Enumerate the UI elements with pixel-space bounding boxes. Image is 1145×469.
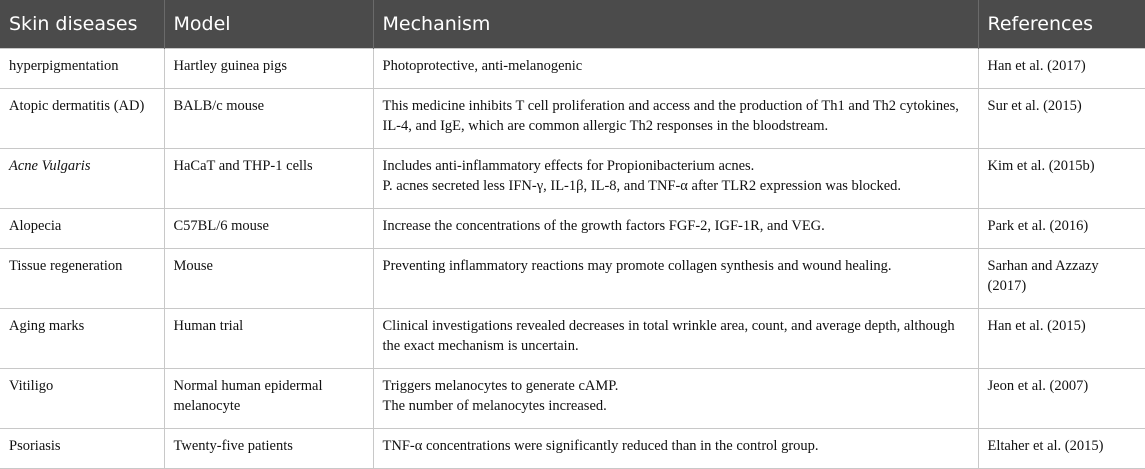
cell-mechanism (373, 208, 978, 248)
mechanism-line: P. acnes secreted less IFN-γ, IL-1β, IL-8, and TNF-α after TLR2 expression was blocked. (382, 177, 902, 194)
cell-mechanism (373, 48, 978, 88)
mechanism-line: Preventing inflammatory reactions may promote collagen synthesis and wound healing. (382, 257, 892, 274)
mechanism-line: Photoprotective, anti-melanogenic (382, 57, 583, 74)
cell-reference: Jeon et al. (2007) (978, 368, 1145, 428)
cell-mechanism (373, 428, 978, 468)
cell-reference: Han et al. (2017) (978, 48, 1145, 88)
cell-mechanism (373, 148, 978, 208)
cell-disease: hyperpigmentation (0, 48, 164, 88)
header-model: Model (164, 0, 373, 48)
cell-model: Normal human epidermal melanocyte (164, 368, 373, 428)
mechanism-line: Clinical investigations revealed decreases in total wrinkle area, count, and average depth, although the exact mechanism is uncertain. (382, 317, 955, 354)
header-mechanism: Mechanism (373, 0, 978, 48)
cell-disease: Acne Vulgaris (0, 148, 164, 208)
cell-reference: Han et al. (2015) (978, 308, 1145, 368)
mechanism-line: The number of melanocytes increased. (382, 397, 607, 414)
table-row (0, 368, 1145, 428)
cell-model: HaCaT and THP-1 cells (164, 148, 373, 208)
table-row (0, 308, 1145, 368)
cell-disease: Psoriasis (0, 428, 164, 468)
table-header (0, 0, 1145, 48)
mechanism-line: Increase the concentrations of the growth factors FGF-2, IGF-1R, and VEG. (382, 217, 825, 234)
cell-reference: Eltaher et al. (2015) (978, 428, 1145, 468)
header-row (0, 0, 1145, 48)
header-skin-diseases: Skin diseases (0, 0, 164, 48)
mechanism-line: This medicine inhibits T cell proliferation and access and the production of Th1 and Th2 cytokines, IL-4, and IgE, which are common allergic Th2 responses in the bloodstream. (382, 97, 959, 134)
cell-model: Hartley guinea pigs (164, 48, 373, 88)
cell-disease: Vitiligo (0, 368, 164, 428)
table-row (0, 428, 1145, 468)
table-row (0, 88, 1145, 148)
cell-mechanism (373, 308, 978, 368)
cell-mechanism (373, 248, 978, 308)
cell-disease: Tissue regeneration (0, 248, 164, 308)
cell-model: Human trial (164, 308, 373, 368)
table-row (0, 148, 1145, 208)
cell-model: BALB/c mouse (164, 88, 373, 148)
mechanism-line: Includes anti-inflammatory effects for Propionibacterium acnes. (382, 157, 755, 174)
cell-mechanism (373, 88, 978, 148)
table-body (0, 48, 1145, 468)
table-row (0, 248, 1145, 308)
mechanism-line: Triggers melanocytes to generate cAMP. (382, 377, 619, 394)
cell-reference: Kim et al. (2015b) (978, 148, 1145, 208)
cell-disease: Aging marks (0, 308, 164, 368)
cell-model: C57BL/6 mouse (164, 208, 373, 248)
cell-model: Twenty-five patients (164, 428, 373, 468)
cell-reference: Sur et al. (2015) (978, 88, 1145, 148)
cell-reference: Park et al. (2016) (978, 208, 1145, 248)
cell-disease: Atopic dermatitis (AD) (0, 88, 164, 148)
cell-mechanism (373, 368, 978, 428)
mechanism-line: TNF-α concentrations were significantly reduced than in the control group. (382, 437, 819, 454)
table-row (0, 208, 1145, 248)
table-row (0, 48, 1145, 88)
header-references: References (987, 12, 1094, 35)
cell-reference: Sarhan and Azzazy (2017) (978, 248, 1145, 308)
cell-disease: Alopecia (0, 208, 164, 248)
cell-model: Mouse (164, 248, 373, 308)
